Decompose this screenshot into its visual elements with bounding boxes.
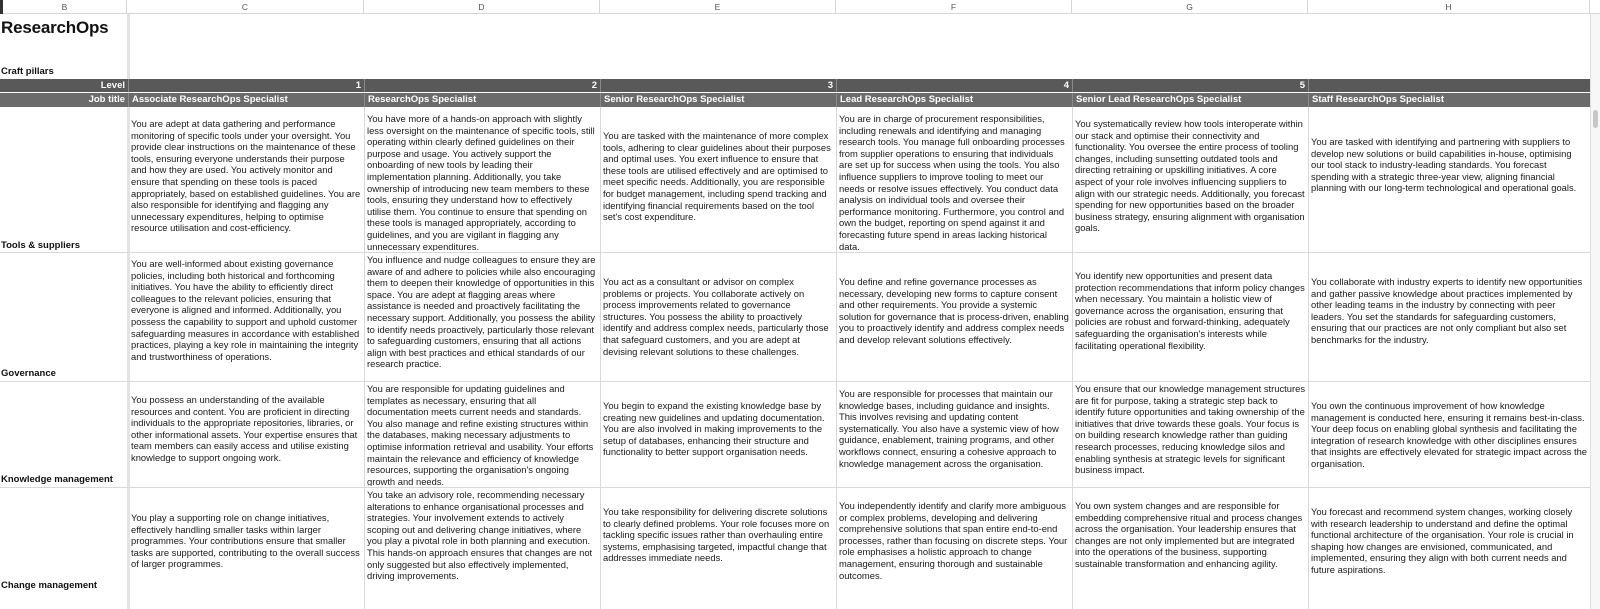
job-title-cell-1[interactable]: Associate ResearchOps Specialist — [128, 93, 364, 107]
cell-governance-l2[interactable]: You influence and nudge colleagues to ensure they are aware of and adhere to policies while also encouraging them to deepen their knowledge of opportunities in this space. You are adept at flagging areas where assistance is needed and proactively facilitating the necessary support. Additionally, you possess the ability to identify needs proactively, particularly those relevant to safeguarding customers, ensuring that all actions align with best practices and ethical standards of our research practice. — [367, 254, 596, 370]
row-label-tools-suppliers[interactable]: Tools & suppliers — [1, 240, 81, 251]
cell-tools-l4[interactable]: You are in charge of procurement responsibilities, including renewals and identifying and managing research tools. You manage full onboarding processes from supplier operations to ensuring that individuals are set up for success when using the tools. You also influence suppliers to improve tooling to meet our needs or resolve issues effectively. You conduct data analysis on individual tools and oversee their performance monitoring. Furthermore, you control and own the budget, reporting on spend against it and forecasting future spend in areas lacking historical data. — [839, 113, 1065, 251]
level-cell-5[interactable]: 5 — [1072, 79, 1308, 92]
level-cell-2[interactable]: 2 — [364, 79, 600, 92]
cell-governance-l6[interactable]: You collaborate with industry experts to identify new opportunities and gather passive knowledge about practices implemented by other leading teams in the industry by connecting with peer leaders. You set the standards for safeguarding customers, ensuring that our practices are not only compliant but also set benchmarks for the industry. — [1311, 276, 1583, 345]
column-header-f[interactable]: F — [836, 0, 1072, 14]
cell-governance-l1[interactable]: You are well-informed about existing governance policies, including both historical and forthcoming initiatives. You have the ability to efficiently direct colleagues to the relevant policies, ensuring that everyone is aligned and informed. Additionally, you possess the capability to support and uphold customer safeguarding measures in accordance with established practices, playing a key role in maintaining the integrity and trustworthiness of operations. — [131, 258, 360, 362]
cell-change-l4[interactable]: You independently identify and clarify more ambiguous or complex problems, developing and delivering comprehensive solutions that span entire end-to-end processes, rather than focusing on discrete steps. Your role emphasises a holistic approach to change management, ensuring thorough and sustainable outcomes. — [839, 500, 1068, 581]
cell-tools-l5[interactable]: You systematically review how tools interoperate within our stack and optimise their connectivity and functionality. You oversee the entire process of tooling changes, including sunsetting outdated tools and directing retraining or upskilling initiatives. A core aspect of your role involves influencing suppliers to align with our strategic needs. Additionally, you forecast spending for new opportunities based on the broader business strategy, ensuring alignment with organisation goals. — [1075, 118, 1305, 234]
column-header-bar — [0, 0, 1600, 14]
column-header-d[interactable]: D — [364, 0, 600, 14]
column-header-e[interactable]: E — [600, 0, 836, 14]
level-header-row — [0, 79, 1590, 92]
row-label-governance[interactable]: Governance — [1, 368, 56, 379]
job-title-header-row — [0, 93, 1590, 107]
cell-tools-l1[interactable]: You are adept at data gathering and performance monitoring of specific tools under your oversight. You provide clear instructions on the maintenance of these tools, ensuring everyone understands their purpose and how they are used. You actively monitor and ensure that spending on these tools is paced appropriately, based on established guidelines. You are also responsible for identifying and flagging any unnecessary expenditures, helping to optimise resource utilisation and cost-efficiency. — [131, 118, 361, 234]
cell-knowledge-l1[interactable]: You possess an understanding of the available resources and content. You are proficient in directing individuals to the appropriate repositories, libraries, or other informational assets. Your expertise ensures that team members can easily access and utilise existing knowledge to support ongoing work. — [131, 394, 358, 463]
cell-tools-l2[interactable]: You have more of a hands-on approach with slightly less oversight on the maintenance of specific tools, still operating within clearly defined guidelines on their purpose and usage. You actively support the onboarding of new tools by leading their implementation planning. Additionally, you take ownership of introducing new team members to these tools, ensuring they understand how to effectively utilise them. You continue to ensure that spending on these tools is managed appropriately, according to guidelines, and you are vigilant in flagging any unnecessary expenditures. — [367, 113, 595, 251]
level-cell-1[interactable]: 1 — [128, 79, 364, 92]
job-title-label[interactable]: Job title — [88, 94, 125, 105]
level-label[interactable]: Level — [100, 80, 125, 91]
level-cell-4[interactable]: 4 — [836, 79, 1072, 92]
cell-governance-l5[interactable]: You identify new opportunities and present data protection recommendations that inform policy changes when necessary. You maintain a holistic view of governance across the organisation, ensuring that policies are robust and forward-thinking, adequately safeguarding the organisation's interests while facilitating operational flexibility. — [1075, 270, 1305, 351]
cell-change-l6[interactable]: You forecast and recommend system changes, working closely with research leadership to understand and define the optimal functional architecture of the organisation. Your role is crucial in shaping how changes are envisioned, communicated, and implemented, ensuring they align with both current needs and future aspirations. — [1311, 506, 1574, 575]
row-label-knowledge-management[interactable]: Knowledge management — [1, 474, 113, 485]
craft-pillars-label[interactable]: Craft pillars — [1, 66, 54, 77]
cell-knowledge-l3[interactable]: You begin to expand the existing knowledge base by creating new guidelines and updating documentation. You are also involved in making improvements to the setup of databases, enhancing their structure and functionality to better support organisation needs. — [603, 400, 825, 458]
cell-knowledge-l5[interactable]: You ensure that our knowledge management structures are fit for purpose, taking a strategic step back to identify future opportunities and taking ownership of the initiatives that drive towards these goals. Your focus is on building research knowledge rather than guiding research processes, reducing knowledge silos and enabling synthesis at strategic levels for significant business impact. — [1075, 383, 1306, 476]
job-title-cell-6[interactable]: Staff ResearchOps Specialist — [1308, 93, 1590, 107]
grid-line — [0, 487, 1590, 488]
cell-change-l3[interactable]: You take responsibility for delivering discrete solutions to clearly defined problems. Your role focuses more on tackling specific issues rather than overhauling entire systems, emphasising targeted, impactful change that addresses immediate needs. — [603, 506, 830, 564]
job-title-cell-3[interactable]: Senior ResearchOps Specialist — [600, 93, 836, 107]
job-title-cell-5[interactable]: Senior Lead ResearchOps Specialist — [1072, 93, 1308, 107]
cell-knowledge-l2[interactable]: You are responsible for updating guidelines and templates as necessary, ensuring that all documentation meets current needs and standards. You also manage and refine existing structures within the databases, making necessary adjustments to optimise information retrieval and usability. Your efforts maintain the relevance and efficiency of knowledge resources, supporting the organisation's ongoing growth and needs. — [367, 383, 594, 486]
level-cell-3[interactable]: 3 — [600, 79, 836, 92]
grid-line — [0, 381, 1590, 382]
row-label-change-management[interactable]: Change management — [1, 580, 98, 591]
cell-knowledge-l4[interactable]: You are responsible for processes that maintain our knowledge bases, including guidance and insights. This involves revising and updating content systematically. You also have a systemic view of how guidance, enablement, training programs, and other workflows connect, ensuring a cohesive approach to knowledge management across the organisation. — [839, 388, 1059, 469]
job-title-cell-2[interactable]: ResearchOps Specialist — [364, 93, 600, 107]
column-header-g[interactable]: G — [1072, 0, 1308, 14]
cell-change-l1[interactable]: You play a supporting role on change initiatives, effectively handling smaller tasks within larger programmes. Your contributions ensure that smaller tasks are supported, contributing to the overall success of larger programmes. — [131, 512, 360, 570]
cell-governance-l3[interactable]: You act as a consultant or advisor on complex problems or projects. You collaborate actively on process improvements related to governance structures. You possess the ability to proactively identify and address complex needs, particularly those that safeguard customers, and you are adept at devising relevant solutions to these challenges. — [603, 276, 829, 357]
cell-governance-l4[interactable]: You define and refine governance processes as necessary, developing new forms to capture consent and other requirements. You provide a systemic solution for governance that is process-driven, enabling you to proactively identify and address complex needs and develop relevant solutions effectively. — [839, 276, 1069, 345]
cell-change-l2[interactable]: You take an advisory role, recommending necessary alterations to enhance organisational processes and strategies. Your involvement extends to actively scoping out and delivering change initiatives, where you play a pivotal role in both planning and execution. This hands-on approach ensures that changes are not only suggested but also effectively implemented, driving improvements. — [367, 489, 593, 582]
cell-tools-l6[interactable]: You are tasked with identifying and partnering with suppliers to develop new solutions or build capabilities in-house, optimising our tool stack to industry-leading standards. You forecast spending with a strategic three-year view, aligning financial planning with our long-term technological and operational goals. — [1311, 136, 1577, 194]
level-cell-6[interactable] — [1308, 79, 1590, 92]
cell-change-l5[interactable]: You own system changes and are responsible for embedding comprehensive ritual and process changes across the organisation. Your leadership ensures that changes are not only implemented but are integrated into the operations of the business, supporting sustainable transformation and enhancing agility. — [1075, 500, 1303, 569]
vertical-scrollbar-track[interactable] — [1590, 14, 1600, 609]
grid-line — [0, 252, 1590, 253]
vertical-scrollbar-thumb[interactable] — [1593, 110, 1598, 128]
column-header-h[interactable]: H — [1308, 0, 1590, 14]
column-header-c[interactable]: C — [127, 0, 364, 14]
job-title-cell-4[interactable]: Lead ResearchOps Specialist — [836, 93, 1072, 107]
column-header-b[interactable]: B — [3, 0, 127, 14]
cell-knowledge-l6[interactable]: You own the continuous improvement of how knowledge management is conducted here, ensuring it remains best-in-class. Your deep focus on enabling global synthesis and facilitating the integration of research knowledge with other disciplines ensures that insights are effectively elevated for strategic impact across the organisation. — [1311, 400, 1588, 469]
cell-tools-l3[interactable]: You are tasked with the maintenance of more complex tools, adhering to clear guidelines about their purposes and optimal uses. You exert influence to ensure that these tools are utilised effectively and are optimised to meet specific needs. Additionally, you are responsible for budget management, including spend tracking and identifying financial requirements based on the tool set's cost expenditure. — [603, 130, 831, 223]
page-title[interactable]: ResearchOps — [1, 18, 109, 37]
